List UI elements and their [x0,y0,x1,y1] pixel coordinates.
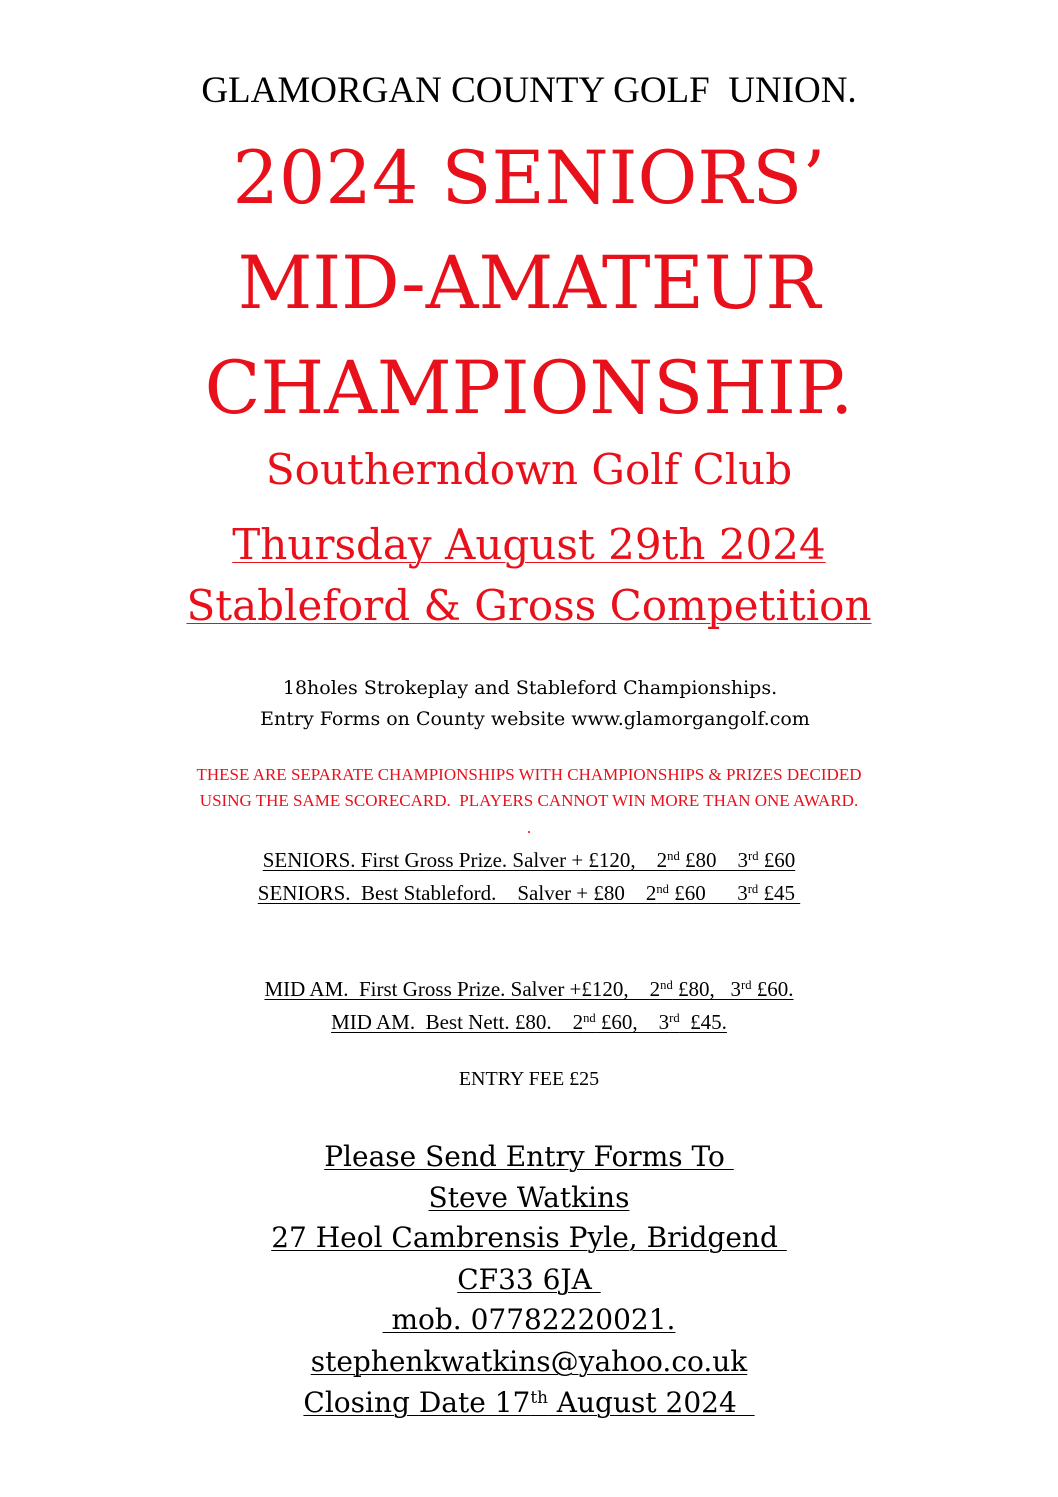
prize-midam-gross [0,975,1058,1003]
prize-label: SENIORS. Best Stableford. Salver + £80 2 [257,881,657,905]
prize-amount: £60. [751,977,794,1001]
championship-title-line-1: 2024 SENIORS’ [232,136,826,221]
contact-mobile: mob. 07782220021. [382,1303,676,1336]
entry-fee: ENTRY FEE £25 [458,1068,600,1090]
championship-title-line-3: CHAMPIONSHIP. [204,346,854,431]
info-line-format: 18holes Strokeplay and Stableford Championships. [282,677,778,699]
closing-date-prefix: Closing Date 17 [303,1386,531,1419]
prize-amount: £45 [758,881,801,905]
closing-date-suffix: August 2024 [547,1386,755,1419]
contact-postcode: CF33 6JA [457,1263,601,1296]
championship-title-line-2: MID-AMATEUR [237,241,821,326]
notice-line-2: USING THE SAME SCORECARD. PLAYERS CANNOT WIN MORE THAN ONE AWARD. [199,791,859,810]
ordinal-suffix: nd [656,882,669,897]
ordinal-suffix: rd [747,882,759,897]
contact-heading: Please Send Entry Forms To [324,1140,734,1173]
prize-amount: £80 3 [679,848,749,872]
competition-format: Stableford & Gross Competition [186,581,872,630]
prize-label: SENIORS. First Gross Prize. Salver + £120, 2 [262,848,668,872]
prize-amount: £45. [679,1010,727,1034]
prize-amount: £80, 3 [672,977,741,1001]
contact-name: Steve Watkins [428,1181,630,1214]
venue-name: Southerndown Golf Club [265,445,793,494]
prize-seniors-stableford [0,879,1058,907]
ordinal-suffix: rd [748,849,759,864]
ordinal-suffix: nd [667,849,680,864]
ordinal-suffix: th [530,1386,548,1407]
closing-date [0,1385,1058,1421]
notice-dot: . [526,818,532,837]
info-line-entry-forms: Entry Forms on County website www.glamorgangolf.com [260,708,810,730]
prize-label: MID AM. First Gross Prize. Salver +£120, 2 [264,977,661,1001]
ordinal-suffix: rd [669,1011,680,1026]
ordinal-suffix: nd [583,1011,596,1026]
event-date: Thursday August 29th 2024 [232,520,826,569]
ordinal-suffix: rd [741,978,752,993]
contact-email[interactable]: stephenkwatkins@yahoo.co.uk [310,1345,748,1378]
ordinal-suffix: nd [660,978,673,993]
prize-amount: £60 [758,848,796,872]
prize-amount: £60, 3 [595,1010,670,1034]
contact-address: 27 Heol Cambrensis Pyle, Bridgend [271,1221,787,1254]
notice-line-1: THESE ARE SEPARATE CHAMPIONSHIPS WITH CHAMPIONSHIPS & PRIZES DECIDED [196,765,862,784]
prize-midam-nett [0,1008,1058,1036]
prize-amount: £60 3 [668,881,748,905]
organisation-title: GLAMORGAN COUNTY GOLF UNION. [201,70,857,111]
prize-seniors-gross [0,846,1058,874]
prize-label: MID AM. Best Nett. £80. 2 [331,1010,584,1034]
